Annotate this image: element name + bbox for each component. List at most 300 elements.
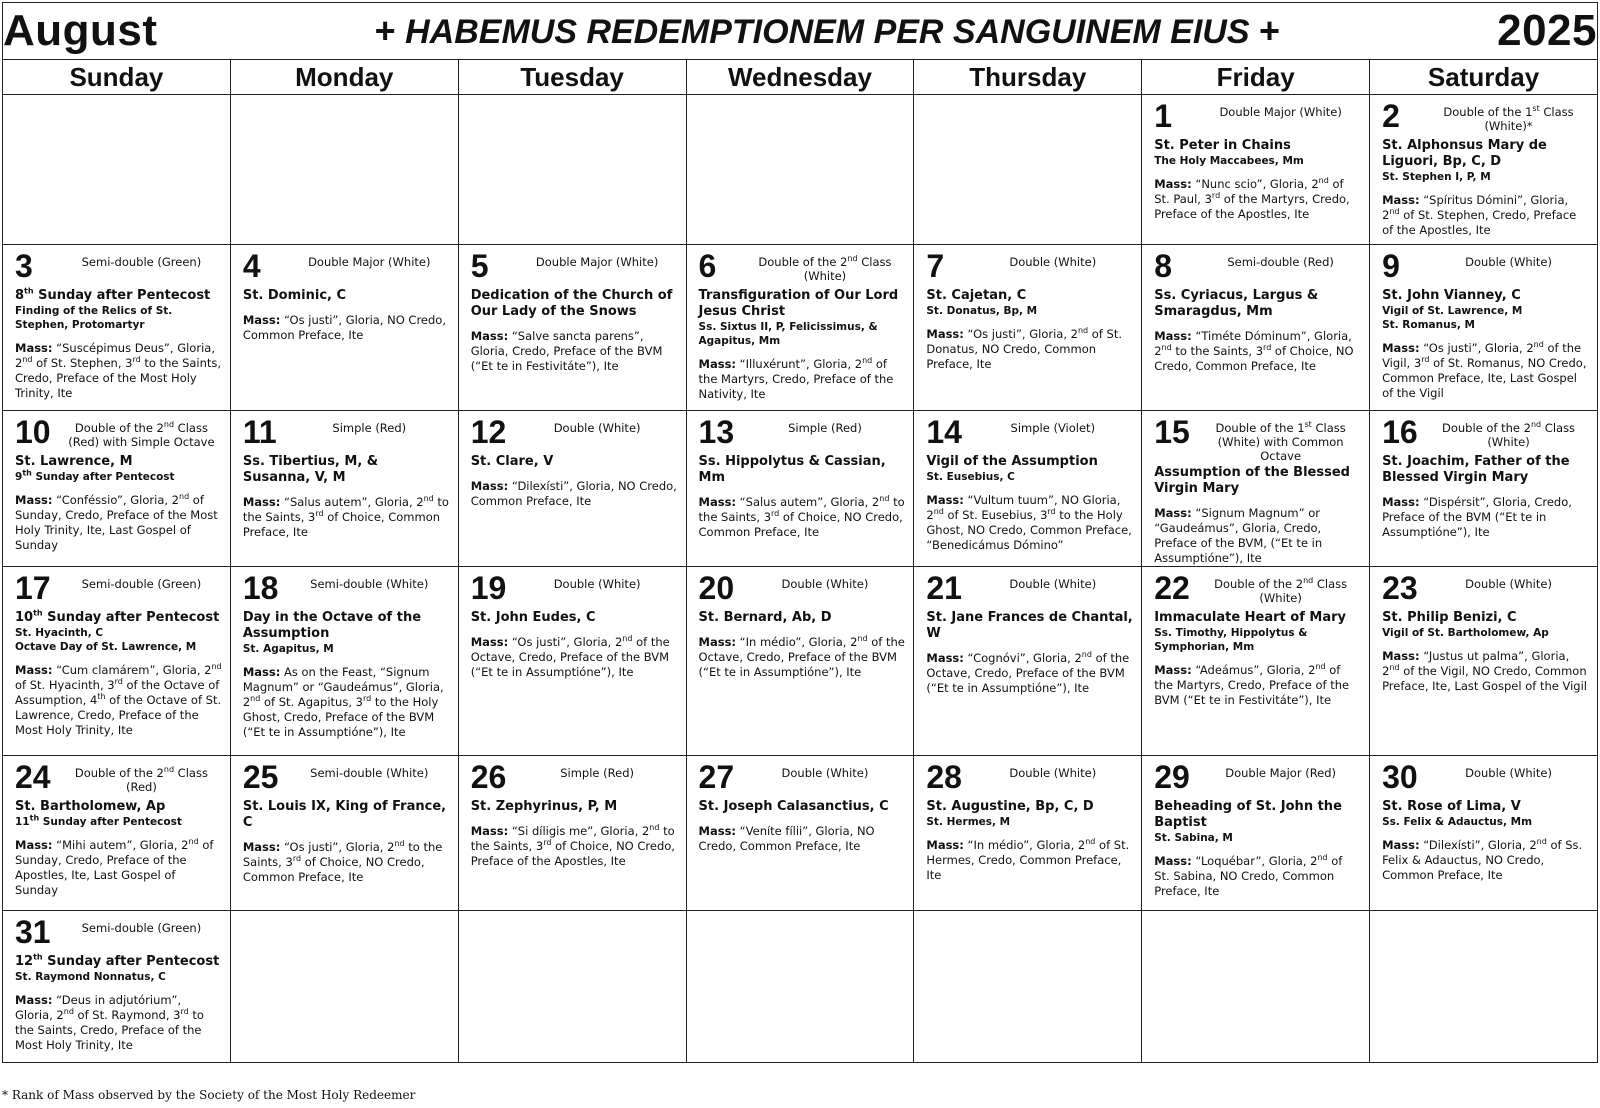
day-top bbox=[243, 248, 450, 286]
mass-label: Mass: bbox=[470, 824, 509, 838]
day-feast: St. Joseph Calasanctius, C bbox=[698, 799, 889, 814]
day-content bbox=[459, 567, 686, 680]
mass-label: Mass: bbox=[698, 495, 737, 509]
empty-day-cell bbox=[230, 911, 458, 1063]
day-number: 16 bbox=[1382, 414, 1418, 450]
day-mass bbox=[15, 993, 222, 1053]
mass-label: Mass: bbox=[1382, 495, 1420, 509]
mass-label: Mass: bbox=[242, 665, 281, 679]
day-commemoration: St. Eusebius, C bbox=[926, 471, 1015, 483]
day-feast: Ss. Cyriacus, Largus & Smaragdus, Mm bbox=[1154, 288, 1319, 319]
day-top bbox=[15, 914, 222, 952]
day-rank: Semi-double (Red) bbox=[1227, 255, 1334, 269]
empty-day-cell bbox=[1142, 911, 1370, 1063]
day-cell bbox=[458, 411, 686, 567]
weekday-tuesday: Tuesday bbox=[458, 60, 686, 95]
day-feast: St. Rose of Lima, V bbox=[1382, 799, 1521, 814]
day-mass bbox=[1382, 193, 1589, 238]
calendar-table bbox=[2, 2, 1598, 1063]
day-feast: Ss. Hippolytus & Cassian, Mm bbox=[698, 454, 886, 485]
mass-text: “Nunc scio”, Gloria, 2nd of St. Paul, 3rd of the Martyrs, Credo, Preface of the Apostles, Ite bbox=[1154, 176, 1350, 221]
day-content bbox=[914, 245, 1141, 372]
mass-text: “Timéte Dóminum”, Gloria, 2nd to the Saints, 3rd of Choice, NO Credo, Common Preface, Ite bbox=[1154, 329, 1354, 373]
mass-text: “Veníte fílii”, Gloria, NO Credo, Common Preface, Ite bbox=[698, 824, 875, 853]
day-content bbox=[3, 756, 230, 898]
day-top bbox=[471, 414, 678, 452]
day-number: 28 bbox=[926, 759, 962, 795]
title-row bbox=[3, 3, 1598, 60]
day-top bbox=[926, 570, 1133, 608]
day-number: 17 bbox=[15, 570, 51, 606]
day-content bbox=[914, 756, 1141, 883]
week-row bbox=[3, 245, 1598, 411]
day-cell bbox=[1370, 411, 1598, 567]
day-feast: St. Philip Benizi, C bbox=[1382, 610, 1517, 625]
day-commemoration: Ss. Sixtus II, P, Felicissimus, & Agapitus, Mm bbox=[698, 321, 878, 347]
mass-text: “Salus autem”, Gloria, 2nd to the Saints, 3rd of Choice, Common Preface, Ite bbox=[242, 494, 449, 539]
day-number: 14 bbox=[926, 414, 962, 450]
day-top bbox=[15, 759, 222, 797]
mass-text: “Salus autem”, Gloria, 2nd to the Saints, 3rd of Choice, NO Credo, Common Preface, Ite bbox=[698, 494, 905, 539]
day-top bbox=[1154, 759, 1361, 797]
day-number: 4 bbox=[242, 248, 261, 284]
week-row bbox=[3, 911, 1598, 1063]
mass-label: Mass: bbox=[242, 840, 281, 854]
day-number: 10 bbox=[15, 414, 51, 450]
day-rank: Double of the 2nd Class (White) bbox=[1214, 576, 1348, 605]
day-mass bbox=[1382, 495, 1589, 540]
day-rank: Double of the 2nd Class (White) bbox=[758, 254, 892, 283]
day-top bbox=[699, 570, 906, 608]
mass-text: “Deus in adjutórium”, Gloria, 2nd of St. Raymond, 3rd to the Saints, Credo, Preface of the Most Holy Trinity, Ite bbox=[15, 993, 204, 1052]
day-content bbox=[1370, 245, 1597, 401]
day-mass bbox=[243, 840, 450, 885]
day-cell bbox=[914, 411, 1142, 567]
day-top bbox=[243, 759, 450, 797]
weekday-header-row bbox=[3, 60, 1598, 95]
day-content bbox=[1370, 567, 1597, 694]
day-commemoration: St. Raymond Nonnatus, C bbox=[15, 971, 166, 983]
day-top bbox=[1382, 248, 1589, 286]
day-feast: St. Bernard, Ab, D bbox=[698, 610, 832, 625]
mass-label: Mass: bbox=[242, 495, 281, 509]
day-top bbox=[699, 248, 906, 286]
day-feast: St. Peter in Chains bbox=[1154, 138, 1291, 153]
day-cell bbox=[230, 411, 458, 567]
day-cell bbox=[458, 245, 686, 411]
day-content bbox=[687, 245, 914, 402]
day-content bbox=[1142, 756, 1369, 899]
day-top bbox=[1382, 759, 1589, 797]
mass-label: Mass: bbox=[15, 993, 53, 1007]
mass-text: “In médio”, Gloria, 2nd of the Octave, Credo, Preface of the BVM (“Et te in Assumptióne”), Ite bbox=[698, 634, 905, 679]
day-number: 26 bbox=[470, 759, 507, 795]
day-content bbox=[687, 567, 914, 680]
day-cell bbox=[686, 756, 914, 911]
day-commemoration: St. Sabina, M bbox=[1154, 832, 1233, 844]
empty-day-cell bbox=[914, 95, 1142, 245]
motto bbox=[375, 10, 1280, 52]
day-cell bbox=[3, 411, 231, 567]
day-rank: Simple (Red) bbox=[788, 421, 862, 435]
day-number: 12 bbox=[470, 414, 507, 450]
day-number: 22 bbox=[1154, 570, 1190, 606]
day-commemoration: St. Hermes, M bbox=[926, 816, 1011, 828]
week-row bbox=[3, 756, 1598, 911]
day-mass bbox=[1154, 329, 1361, 374]
day-cell bbox=[686, 567, 914, 756]
day-number: 29 bbox=[1154, 759, 1190, 795]
day-feast: Dedication of the Church of Our Lady of the Snows bbox=[470, 288, 673, 319]
day-number: 19 bbox=[470, 570, 507, 606]
day-commemoration: Ss. Timothy, Hippolytus & Symphorian, Mm bbox=[1154, 627, 1308, 653]
day-rank: Semi-double (Green) bbox=[81, 921, 202, 935]
day-top bbox=[471, 248, 678, 286]
day-commemoration: St. Romanus, M bbox=[1382, 319, 1475, 331]
day-rank: Double (White) bbox=[1465, 255, 1552, 269]
day-commemoration: St. Stephen I, P, M bbox=[1382, 171, 1491, 183]
day-number: 30 bbox=[1382, 759, 1418, 795]
day-content bbox=[1370, 411, 1597, 540]
day-top bbox=[926, 248, 1133, 286]
mass-label: Mass: bbox=[1154, 506, 1192, 520]
day-top bbox=[243, 414, 450, 452]
month-title: August bbox=[3, 6, 158, 55]
day-commemoration: St. Agapitus, M bbox=[242, 643, 334, 655]
day-commemoration: 11th Sunday after Pentecost bbox=[15, 813, 182, 828]
day-mass bbox=[243, 665, 450, 740]
day-number: 21 bbox=[926, 570, 962, 606]
mass-label: Mass: bbox=[926, 327, 964, 341]
weekday-wednesday: Wednesday bbox=[686, 60, 914, 95]
empty-day-cell bbox=[686, 95, 914, 245]
day-rank: Double of the 2nd Class (Red) with Simple Octave bbox=[68, 420, 215, 449]
day-mass bbox=[15, 663, 222, 738]
day-rank: Simple (Red) bbox=[332, 421, 407, 435]
day-cell bbox=[1142, 245, 1370, 411]
mass-text: “Dispérsit”, Gloria, Credo, Preface of the BVM (“Et te in Assumptióne”), Ite bbox=[1382, 495, 1572, 539]
day-top bbox=[243, 570, 450, 608]
day-content bbox=[1370, 95, 1597, 238]
mass-text: “Mihi autem”, Gloria, 2nd of Sunday, Credo, Preface of the Apostles, Ite, Last Gospel of Sunday bbox=[15, 837, 214, 897]
day-rank: Double (White) bbox=[1009, 577, 1097, 591]
empty-day-cell bbox=[1370, 911, 1598, 1063]
mass-text: “Dilexísti”, Gloria, 2nd of Ss. Felix & Adauctus, NO Credo, Common Preface, Ite bbox=[1382, 837, 1583, 882]
day-commemoration: Vigil of St. Bartholomew, Ap bbox=[1382, 627, 1549, 639]
day-number: 5 bbox=[470, 248, 489, 284]
title-bar bbox=[3, 3, 1597, 59]
mass-label: Mass: bbox=[926, 651, 964, 665]
mass-label: Mass: bbox=[15, 493, 53, 507]
day-rank: Double Major (Red) bbox=[1225, 766, 1337, 780]
day-rank: Double (White) bbox=[1465, 766, 1552, 780]
mass-text: “Spíritus Dómini”, Gloria, 2nd of St. Stephen, Credo, Preface of the Apostles, Ite bbox=[1382, 193, 1577, 237]
mass-text: “Dilexísti”, Gloria, NO Credo, Common Preface, Ite bbox=[470, 479, 677, 508]
day-rank: Semi-double (White) bbox=[310, 766, 429, 780]
week-row bbox=[3, 567, 1598, 756]
day-content bbox=[459, 411, 686, 509]
weekday-saturday: Saturday bbox=[1370, 60, 1598, 95]
day-cell bbox=[3, 756, 231, 911]
day-mass bbox=[1382, 649, 1589, 694]
day-feast: Vigil of the Assumption bbox=[926, 454, 1098, 469]
day-number: 18 bbox=[242, 570, 279, 606]
mass-label: Mass: bbox=[698, 357, 737, 371]
day-feast: Day in the Octave of the Assumption bbox=[242, 610, 422, 641]
day-cell bbox=[230, 245, 458, 411]
mass-label: Mass: bbox=[1154, 854, 1192, 868]
day-rank: Double (White) bbox=[1465, 577, 1552, 591]
day-rank: Simple (Violet) bbox=[1010, 421, 1096, 435]
day-top bbox=[15, 570, 222, 608]
day-feast: St. Bartholomew, Ap bbox=[15, 799, 166, 814]
day-feast: St. Joachim, Father of the Blessed Virgin Mary bbox=[1382, 454, 1570, 485]
year-title: 2025 bbox=[1497, 6, 1597, 55]
title-cell bbox=[3, 3, 1598, 60]
day-commemoration: Vigil of St. Lawrence, M bbox=[1382, 305, 1523, 317]
cross-right: + bbox=[1258, 10, 1280, 51]
mass-label: Mass: bbox=[1382, 649, 1420, 663]
day-top bbox=[926, 414, 1133, 452]
mass-text: “Loquébar”, Gloria, 2nd of St. Sabina, NO Credo, Common Preface, Ite bbox=[1154, 853, 1343, 898]
day-mass bbox=[471, 329, 678, 374]
day-mass bbox=[1382, 341, 1589, 401]
week-row bbox=[3, 95, 1598, 245]
day-top bbox=[15, 248, 222, 286]
day-rank: Double (White) bbox=[781, 577, 869, 591]
day-content bbox=[687, 411, 914, 540]
day-number: 25 bbox=[242, 759, 279, 795]
mass-text: “Os justi”, Gloria, 2nd of the Vigil, 3rd of St. Romanus, NO Credo, Common Preface, Ite, Last Gospel of the Vigil bbox=[1382, 340, 1587, 400]
day-feast: St. Jane Frances de Chantal, W bbox=[926, 610, 1133, 641]
mass-text: “Suscépimus Deus”, Gloria, 2nd of St. Stephen, 3rd to the Saints, Credo, Preface of the Most Holy Trinity, Ite bbox=[15, 341, 222, 400]
mass-label: Mass: bbox=[698, 635, 737, 649]
day-mass bbox=[926, 838, 1133, 883]
day-content bbox=[687, 756, 914, 854]
day-mass bbox=[471, 635, 678, 680]
weekday-sunday: Sunday bbox=[3, 60, 231, 95]
mass-text: “Si díligis me”, Gloria, 2nd to the Saints, 3rd of Choice, NO Credo, Preface of the Apostles, Ite bbox=[470, 823, 675, 868]
empty-day-cell bbox=[3, 95, 231, 245]
day-mass bbox=[1154, 663, 1361, 708]
day-feast: St. Clare, V bbox=[470, 454, 554, 469]
day-feast: 8th Sunday after Pentecost bbox=[15, 286, 211, 303]
day-feast: St. John Vianney, C bbox=[1382, 288, 1521, 303]
weekday-thursday: Thursday bbox=[914, 60, 1142, 95]
empty-day-cell bbox=[458, 95, 686, 245]
day-top bbox=[1154, 570, 1361, 608]
empty-day-cell bbox=[914, 911, 1142, 1063]
day-feast: 10th Sunday after Pentecost bbox=[15, 608, 220, 625]
day-rank: Semi-double (White) bbox=[310, 577, 429, 591]
mass-label: Mass: bbox=[15, 838, 53, 852]
day-mass bbox=[15, 493, 222, 553]
day-commemoration: 9th Sunday after Pentecost bbox=[15, 468, 175, 483]
day-mass bbox=[699, 495, 906, 540]
mass-label: Mass: bbox=[15, 663, 53, 677]
day-rank: Double Major (White) bbox=[1219, 105, 1342, 119]
day-mass bbox=[926, 327, 1133, 372]
day-cell bbox=[914, 245, 1142, 411]
day-content bbox=[914, 567, 1141, 696]
day-number: 8 bbox=[1154, 248, 1173, 284]
day-feast: St. Cajetan, C bbox=[926, 288, 1027, 303]
footnote: * Rank of Mass observed by the Society of the Most Holy Redeemer bbox=[2, 1088, 416, 1102]
day-content bbox=[914, 411, 1141, 553]
day-feast: Transfiguration of Our Lord Jesus Christ bbox=[698, 288, 899, 319]
day-commemoration: The Holy Maccabees, Mm bbox=[1154, 155, 1304, 167]
mass-text: “Os justi”, Gloria, 2nd of St. Donatus, NO Credo, Common Preface, Ite bbox=[926, 326, 1122, 371]
day-top bbox=[471, 570, 678, 608]
day-content bbox=[3, 911, 230, 1053]
day-cell bbox=[1370, 756, 1598, 911]
empty-day-cell bbox=[458, 911, 686, 1063]
day-commemoration: Ss. Felix & Adauctus, Mm bbox=[1382, 816, 1533, 828]
day-number: 1 bbox=[1154, 98, 1173, 134]
day-mass bbox=[926, 493, 1133, 553]
day-feast: St. Dominic, C bbox=[242, 288, 347, 303]
day-number: 20 bbox=[698, 570, 735, 606]
day-feast: Beheading of St. John the Baptist bbox=[1154, 799, 1342, 830]
day-rank: Double of the 1st Class (White) with Common Octave bbox=[1215, 420, 1346, 463]
mass-label: Mass: bbox=[926, 493, 964, 507]
mass-text: “Signum Magnum” or “Gaudeámus”, Gloria, Credo, Preface of the BVM, (“Et te in Assumptióne”), Ite bbox=[1154, 506, 1323, 565]
day-content bbox=[459, 245, 686, 374]
day-feast: St. Augustine, Bp, C, D bbox=[926, 799, 1094, 814]
mass-text: “Salve sancta parens”, Gloria, Credo, Preface of the BVM (“Et te in Festivitáte”), Ite bbox=[470, 329, 663, 373]
day-cell bbox=[230, 756, 458, 911]
empty-day-cell bbox=[230, 95, 458, 245]
day-cell bbox=[1142, 756, 1370, 911]
day-mass bbox=[1382, 838, 1589, 883]
mass-label: Mass: bbox=[470, 479, 509, 493]
mass-label: Mass: bbox=[1154, 329, 1192, 343]
day-top bbox=[1382, 98, 1589, 136]
day-cell bbox=[686, 411, 914, 567]
day-mass bbox=[1154, 506, 1361, 566]
day-mass bbox=[1154, 177, 1361, 222]
day-cell bbox=[914, 756, 1142, 911]
day-feast: Ss. Tibertius, M, & Susanna, V, M bbox=[242, 454, 379, 485]
day-cell bbox=[3, 245, 231, 411]
day-number: 27 bbox=[698, 759, 735, 795]
day-top bbox=[15, 414, 222, 452]
weeks-body bbox=[3, 95, 1598, 1063]
day-mass bbox=[699, 824, 906, 854]
day-rank: Double (White) bbox=[781, 766, 869, 780]
day-top bbox=[1154, 248, 1361, 286]
day-rank: Double of the 2nd Class (White) bbox=[1441, 420, 1576, 449]
day-commemoration: Finding of the Relics of St. Stephen, Protomartyr bbox=[15, 305, 173, 331]
mass-label: Mass: bbox=[470, 329, 509, 343]
day-mass bbox=[15, 838, 222, 898]
mass-text: “Cum clamárem”, Gloria, 2nd of St. Hyacinth, 3rd of the Octave of Assumption, 4th of the Octave of St. Lawrence, Credo, Preface of the Most Holy Trinity, Ite bbox=[15, 662, 222, 737]
day-number: 2 bbox=[1382, 98, 1400, 134]
mass-text: “Os justi”, Gloria, 2nd to the Saints, 3rd of Choice, NO Credo, Common Preface, Ite bbox=[242, 839, 443, 884]
mass-text: “Vultum tuum”, NO Gloria, 2nd of St. Eusebius, 3rd to the Holy Ghost, NO Credo, Common Preface, “Benedicámus Dómino” bbox=[926, 493, 1132, 552]
day-commemoration: St. Donatus, Bp, M bbox=[926, 305, 1038, 317]
mass-label: Mass: bbox=[1382, 838, 1420, 852]
mass-text: As on the Feast, “Signum Magnum” or “Gaudeámus”, Gloria, 2nd of St. Agapitus, 3rd to the Holy Ghost, Credo, Preface of the BVM (“Et te in Assumptióne”), Ite bbox=[242, 665, 444, 739]
day-rank: Double (White) bbox=[553, 421, 641, 435]
day-commemoration: Octave Day of St. Lawrence, M bbox=[15, 641, 197, 653]
day-content bbox=[231, 411, 458, 540]
day-mass bbox=[926, 651, 1133, 696]
day-number: 9 bbox=[1382, 248, 1400, 284]
day-content bbox=[3, 245, 230, 401]
day-number: 23 bbox=[1382, 570, 1418, 606]
day-top bbox=[1154, 414, 1361, 463]
mass-label: Mass: bbox=[926, 838, 964, 852]
mass-label: Mass: bbox=[15, 341, 53, 355]
mass-text: “In médio”, Gloria, 2nd of St. Hermes, Credo, Common Preface, Ite bbox=[926, 837, 1130, 882]
day-cell bbox=[3, 567, 231, 756]
day-feast: St. Alphonsus Mary de Liguori, Bp, C, D bbox=[1382, 138, 1547, 169]
day-rank: Double of the 2nd Class (Red) bbox=[74, 765, 208, 794]
day-mass bbox=[1154, 854, 1361, 899]
day-cell bbox=[230, 567, 458, 756]
mass-text: “Adeámus”, Gloria, 2nd of the Martyrs, Credo, Preface of the BVM (“Et te in Festivitáte”), Ite bbox=[1154, 662, 1350, 707]
day-cell bbox=[1370, 567, 1598, 756]
day-cell bbox=[1142, 567, 1370, 756]
day-feast: St. Zephyrinus, P, M bbox=[470, 799, 618, 814]
day-mass bbox=[471, 479, 678, 509]
day-rank: Simple (Red) bbox=[560, 766, 634, 780]
day-number: 13 bbox=[698, 414, 735, 450]
day-rank: Double (White) bbox=[1009, 766, 1097, 780]
day-feast: Assumption of the Blessed Virgin Mary bbox=[1154, 465, 1350, 496]
mass-text: “Os justi”, Gloria, 2nd of the Octave, Credo, Preface of the BVM (“Et te in Assumptióne”), Ite bbox=[470, 634, 670, 679]
mass-label: Mass: bbox=[698, 824, 737, 838]
mass-text: “Justus ut palma”, Gloria, 2nd of the Vigil, NO Credo, Common Preface, Ite, Last Gospel of the Vigil bbox=[1382, 649, 1587, 693]
day-rank: Semi-double (Green) bbox=[81, 577, 202, 591]
mass-label: Mass: bbox=[1154, 177, 1192, 191]
day-mass bbox=[15, 341, 222, 401]
day-cell bbox=[1370, 245, 1598, 411]
day-content bbox=[1370, 756, 1597, 883]
day-content bbox=[1142, 411, 1369, 566]
day-top bbox=[926, 759, 1133, 797]
day-feast: 12th Sunday after Pentecost bbox=[15, 952, 220, 969]
day-rank: Double (White) bbox=[553, 577, 641, 591]
day-commemoration: St. Hyacinth, C bbox=[15, 627, 104, 639]
day-cell bbox=[3, 911, 231, 1063]
day-mass bbox=[243, 313, 450, 343]
day-rank: Semi-double (Green) bbox=[81, 255, 202, 269]
day-rank: Double Major (White) bbox=[535, 255, 659, 269]
day-content bbox=[3, 411, 230, 553]
day-rank: Double (White) bbox=[1009, 255, 1097, 269]
day-content bbox=[231, 245, 458, 343]
day-top bbox=[699, 414, 906, 452]
mass-text: “Illuxérunt”, Gloria, 2nd of the Martyrs, Credo, Preface of the Nativity, Ite bbox=[698, 356, 894, 401]
day-mass bbox=[699, 635, 906, 680]
day-content bbox=[1142, 245, 1369, 374]
day-cell bbox=[686, 245, 914, 411]
day-content bbox=[231, 756, 458, 885]
weekday-monday: Monday bbox=[230, 60, 458, 95]
day-cell bbox=[1370, 95, 1598, 245]
day-feast: St. Louis IX, King of France, C bbox=[242, 799, 447, 830]
day-content bbox=[1142, 95, 1369, 222]
day-mass bbox=[243, 495, 450, 540]
mass-text: “Cognóvi”, Gloria, 2nd of the Octave, Credo, Preface of the BVM (“Et te in Assumptióne”), Ite bbox=[926, 650, 1130, 695]
day-cell bbox=[1142, 411, 1370, 567]
day-content bbox=[1142, 567, 1369, 708]
day-content bbox=[231, 567, 458, 740]
motto-text: HABEMUS REDEMPTIONEM PER SANGUINEM EIUS bbox=[405, 13, 1250, 51]
day-top bbox=[1154, 98, 1361, 136]
